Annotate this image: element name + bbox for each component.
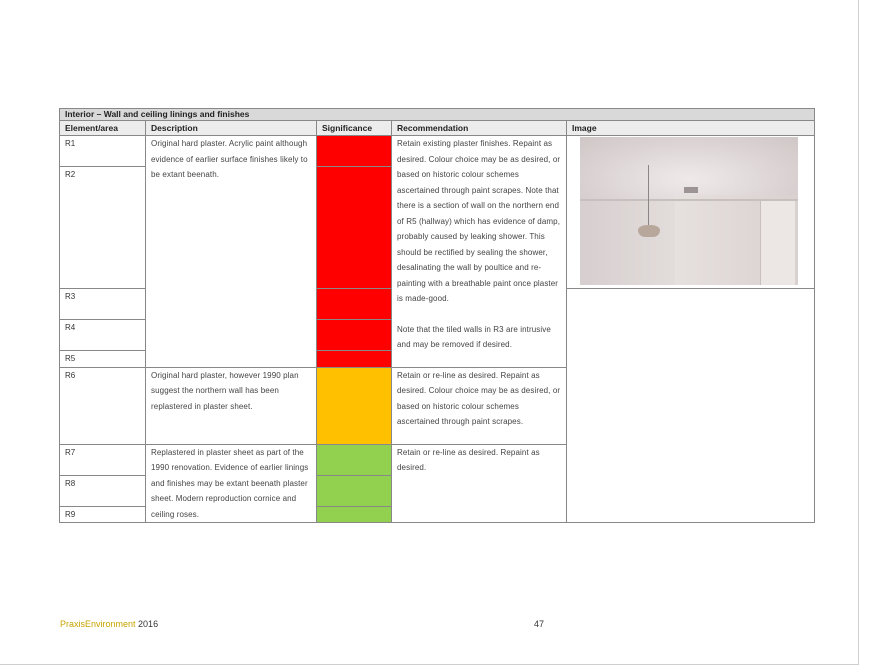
significance-cell <box>317 475 392 506</box>
recommendation-note: Note that the tiled walls in R3 are intrusive and may be removed if desired. <box>397 324 551 349</box>
element-cell: R7 <box>60 444 146 475</box>
image-cell-empty <box>567 444 815 523</box>
header-image: Image <box>567 121 815 136</box>
significance-cell <box>317 367 392 444</box>
header-significance: Significance <box>317 121 392 136</box>
image-cell-empty <box>567 367 815 444</box>
recommendation-cell: Retain or re-line as desired. Repaint as desired. Colour choice may be as desired, or based on historic colour schemes ascertained through paint scrapes. <box>392 367 567 444</box>
significance-cell <box>317 320 392 351</box>
element-cell: R1 <box>60 136 146 167</box>
element-cell: R6 <box>60 367 146 444</box>
finishes-table <box>59 108 815 523</box>
significance-cell <box>317 506 392 523</box>
page-edge-right <box>858 0 859 664</box>
element-cell: R9 <box>60 506 146 523</box>
element-cell: R2 <box>60 167 146 289</box>
element-cell: R5 <box>60 351 146 368</box>
significance-cell <box>317 289 392 320</box>
header-recommendation: Recommendation <box>392 121 567 136</box>
recommendation-cell: Retain or re-line as desired. Repaint as desired. <box>392 444 567 523</box>
footer-brand <box>60 619 158 629</box>
element-cell: R3 <box>60 289 146 320</box>
image-cell <box>567 136 815 289</box>
significance-cell <box>317 136 392 167</box>
table-row <box>60 136 815 167</box>
description-cell: Replastered in plaster sheet as part of the 1990 renovation. Evidence of earlier linings and finishes may be extant beenath plaster sheet. Modern reproduction cornice and ceiling roses. <box>146 444 317 523</box>
significance-cell <box>317 167 392 289</box>
page-number: 47 <box>534 619 545 629</box>
recommendation-cell <box>392 136 567 368</box>
table-header-row <box>60 121 815 136</box>
footer-brand-name: PraxisEnvironment <box>60 619 136 629</box>
image-cell-empty <box>567 289 815 368</box>
table-title-row <box>60 109 815 121</box>
header-description: Description <box>146 121 317 136</box>
recommendation-text: Retain existing plaster finishes. Repaint as desired. Colour choice may be as desired, or based on historic colour schemes ascertained through paint scrapes. Note that there is a section of wall on the northern end of R5 (hallway) which has evidence of damp, probably caused by leaking shower. This should be rectified by sealing the shower, desalinating the wall by poultice and re-painting with a breathable paint once plaster is made-good. <box>397 139 561 303</box>
description-cell: Original hard plaster. Acrylic paint although evidence of earlier surface finishes likely to be extant beenath. <box>146 136 317 368</box>
significance-cell <box>317 351 392 368</box>
footer-year: 2016 <box>138 619 159 629</box>
table-row <box>60 444 815 475</box>
description-cell: Original hard plaster, however 1990 plan suggest the northern wall has been replastered in plaster sheet. <box>146 367 317 444</box>
table-title: Interior – Wall and ceiling linings and finishes <box>60 109 815 121</box>
significance-cell <box>317 444 392 475</box>
element-cell: R8 <box>60 475 146 506</box>
interior-photo <box>580 137 798 285</box>
element-cell: R4 <box>60 320 146 351</box>
header-element: Element/area <box>60 121 146 136</box>
table-row <box>60 367 815 444</box>
page-edge-bottom <box>0 664 859 665</box>
